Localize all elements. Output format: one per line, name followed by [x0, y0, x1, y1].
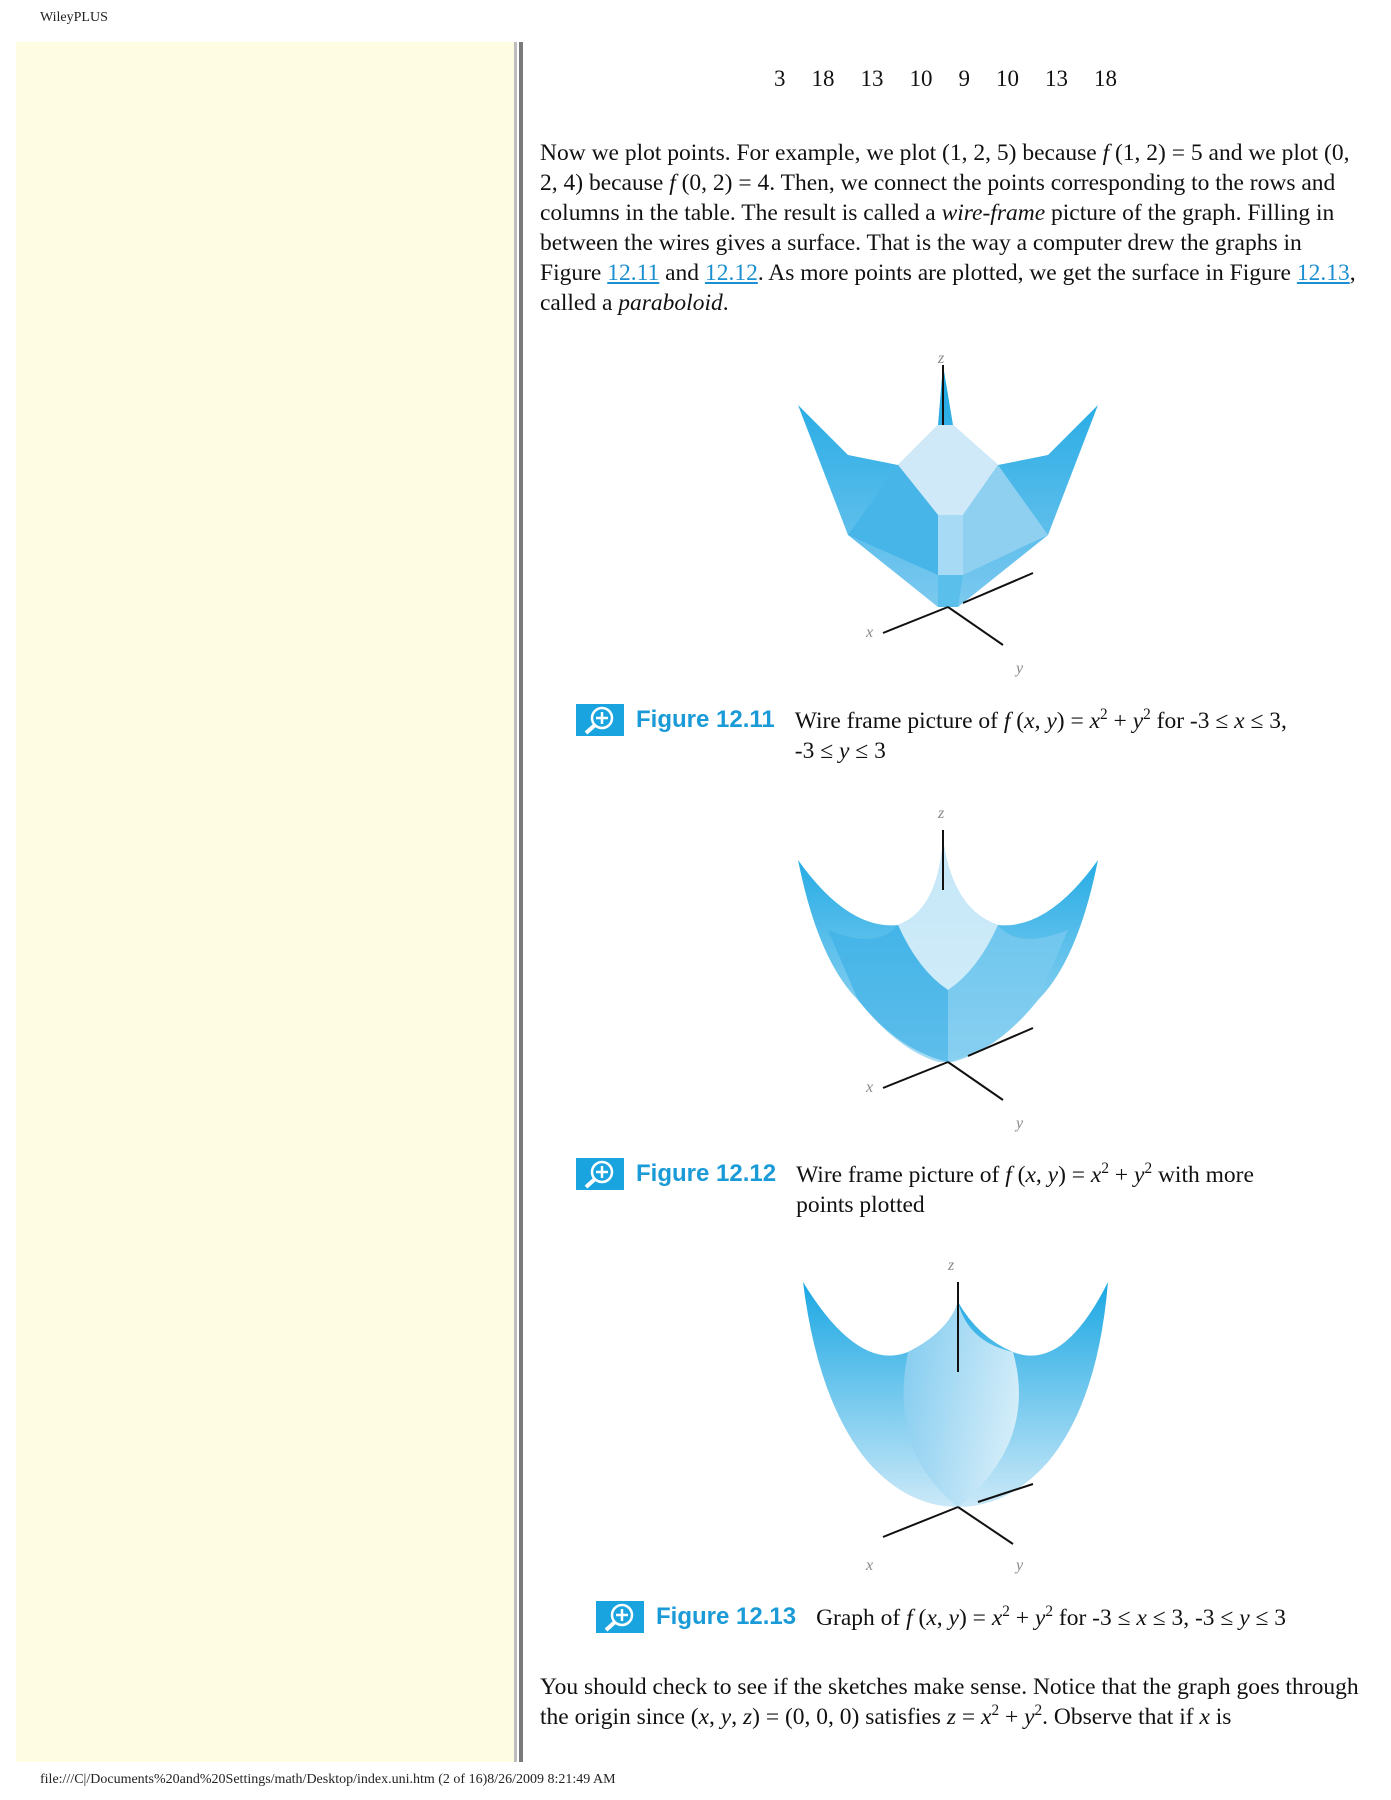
table-cell: 10	[909, 66, 933, 91]
zoom-figure-12-13-button[interactable]	[596, 1601, 644, 1633]
table-row	[774, 66, 1143, 92]
frame-divider[interactable]	[514, 42, 523, 1762]
figure-12-11-image	[788, 345, 1108, 685]
axis-label-x: x	[866, 1079, 874, 1096]
table-cell: 10	[996, 66, 1019, 91]
table-cell: 13	[860, 66, 884, 91]
figure-12-11-caption	[576, 706, 1287, 766]
axis-label-z: z	[938, 350, 945, 367]
axis-label-x: x	[866, 1557, 874, 1574]
page-header-title: WileyPLUS	[40, 10, 108, 25]
axis-label-x: x	[866, 624, 874, 641]
table-cell: 13	[1045, 66, 1068, 91]
link-figure-12-12[interactable]: 12.12	[704, 260, 758, 286]
table-cell: 18	[1094, 66, 1117, 91]
axis-label-y: y	[1016, 1115, 1024, 1132]
zoom-figure-12-12-button[interactable]	[576, 1158, 624, 1190]
link-figure-12-11[interactable]: 12.11	[607, 260, 660, 286]
paragraph-origin-check: You should check to see if the sketches make sense. Notice that the graph goes through the origin since (x, y, z) = (0, 0, 0) satisfies $z = x^2 + y^2$. Observe that if x is	[540, 1674, 1359, 1730]
link-figure-12-13[interactable]: 12.13	[1296, 260, 1350, 286]
sidebar-panel	[16, 42, 522, 1762]
table-cell: 3	[774, 66, 786, 91]
table-cell: 9	[958, 66, 970, 91]
figure-12-13-label: Figure 12.13	[656, 1603, 797, 1630]
axis-label-y: y	[1016, 1557, 1024, 1574]
figure-12-12-label: Figure 12.12	[636, 1160, 777, 1187]
magnify-plus-icon	[582, 1160, 618, 1190]
magnify-plus-icon	[582, 706, 618, 736]
magnify-plus-icon	[602, 1603, 638, 1633]
figure-12-11-label: Figure 12.11	[636, 706, 775, 733]
axis-label-z: z	[948, 1257, 955, 1274]
footer-file-url: file:///C|/Documents%20and%20Settings/math/Desktop/index.uni.htm (2 of 16)8/26/2009 8:21:49 AM	[40, 1772, 616, 1787]
figure-12-12-caption	[576, 1160, 1254, 1220]
figure-12-12-text: Wire frame picture of f (x, $y) = x^2 + y^2$ with more points plotted	[796, 1160, 1254, 1218]
axis-label-y: y	[1016, 660, 1024, 677]
figure-12-13-image	[798, 1252, 1118, 1592]
figure-12-13-caption	[596, 1603, 1286, 1633]
figure-12-12-image	[788, 800, 1108, 1140]
paragraph-wireframe: Now we plot points. For example, we plot (1, 2, 5) because f (1, 2) = 5 and we plot (0, 2, 4) because f (0, 2) = 4. Then, we connect the points corresponding to the rows and columns in the table. The result is called a wire-frame picture of the graph. Filling in between the wires gives a surface. That is the way a computer drew the graphs in Figure 12.11 and 12.12. As more points are plotted, we get the surface in Figure 12.13, called a paraboloid.	[540, 140, 1356, 316]
zoom-figure-12-11-button[interactable]	[576, 704, 624, 736]
figure-12-11-text: Wire frame picture of f (x, $y) = x^2 + y^2$ for -3 ≤ x ≤ 3, -3 ≤ y ≤ 3	[794, 706, 1287, 764]
figure-12-13-text: Graph of f (x, $y) = x^2 + y^2$ for -3 ≤ x ≤ 3, -3 ≤ y ≤ 3	[816, 1603, 1287, 1631]
table-cell: 18	[811, 66, 835, 91]
axis-label-z: z	[938, 805, 945, 822]
